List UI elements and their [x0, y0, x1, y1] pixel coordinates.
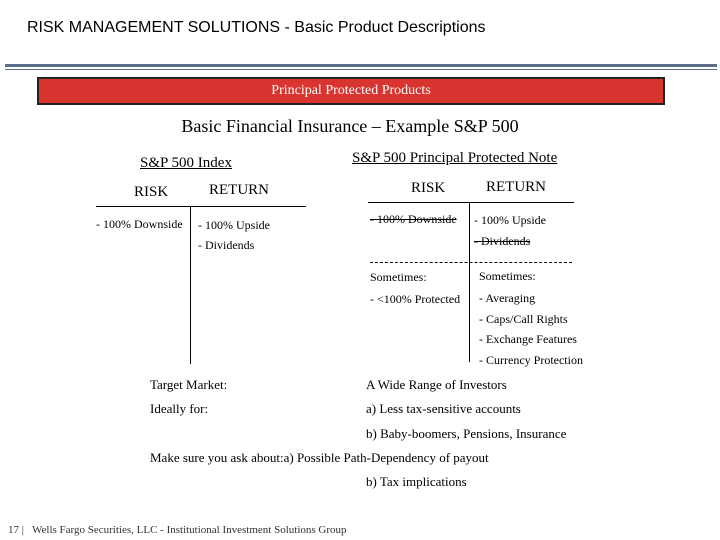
- target-market-value: A Wide Range of Investors: [366, 377, 507, 392]
- note-sometimes-return-item: - Currency Protection: [479, 353, 583, 367]
- target-market-label: Target Market:: [150, 377, 228, 392]
- note-dashed-divider: [370, 262, 572, 263]
- index-tchart-vline: [190, 206, 191, 364]
- note-risk-item: - 100% Downside: [370, 212, 457, 226]
- note-title: S&P 500 Principal Protected Note: [352, 150, 558, 166]
- header-rule: [5, 64, 717, 67]
- note-risk-header: RISK: [411, 180, 446, 196]
- ask-about-value: b) Tax implications: [366, 474, 467, 489]
- note-sometimes-return-item: - Exchange Features: [479, 332, 577, 346]
- footer: [8, 524, 347, 536]
- footer-text: Wells Fargo Securities, LLC - Institutional Investment Solutions Group: [32, 524, 347, 536]
- ask-about-value: a) Possible Path-Dependency of payout: [283, 450, 489, 465]
- header-rule-thin: [5, 69, 717, 70]
- page-title: RISK MANAGEMENT SOLUTIONS - Basic Product Descriptions: [27, 19, 486, 36]
- index-tchart-hline: [96, 206, 306, 207]
- note-tchart-hline: [368, 202, 574, 203]
- slide-subtitle: Basic Financial Insurance – Example S&P 500: [181, 116, 519, 136]
- section-banner: Principal Protected Products: [37, 77, 665, 105]
- footer-separator: |: [21, 524, 24, 536]
- note-sometimes-return-item: - Caps/Call Rights: [479, 312, 568, 326]
- note-return-item: - Dividends: [474, 234, 531, 248]
- page-number: 17: [8, 524, 19, 536]
- index-return-item: - 100% Upside: [198, 218, 270, 232]
- note-return-item: - 100% Upside: [474, 213, 546, 227]
- note-return-header: RETURN: [486, 179, 546, 195]
- index-title: S&P 500 Index: [140, 155, 232, 171]
- index-risk-header: RISK: [134, 184, 169, 200]
- ask-about-label: Make sure you ask about:: [150, 450, 284, 465]
- index-return-item: - Dividends: [198, 238, 255, 252]
- index-risk-item: - 100% Downside: [96, 217, 183, 231]
- ask-about-line: [150, 450, 489, 466]
- note-sometimes-return-item: - Averaging: [479, 291, 536, 305]
- index-return-header: RETURN: [209, 182, 269, 198]
- note-sometimes-return-label: Sometimes:: [479, 269, 536, 283]
- ideal-for-value: b) Baby-boomers, Pensions, Insurance: [366, 426, 567, 441]
- note-sometimes-risk-item: - <100% Protected: [370, 292, 461, 306]
- ideal-for-label: Ideally for:: [150, 401, 209, 416]
- ideal-for-value: a) Less tax-sensitive accounts: [366, 401, 521, 416]
- note-sometimes-risk-label: Sometimes:: [370, 270, 427, 284]
- note-tchart-vline: [469, 202, 470, 362]
